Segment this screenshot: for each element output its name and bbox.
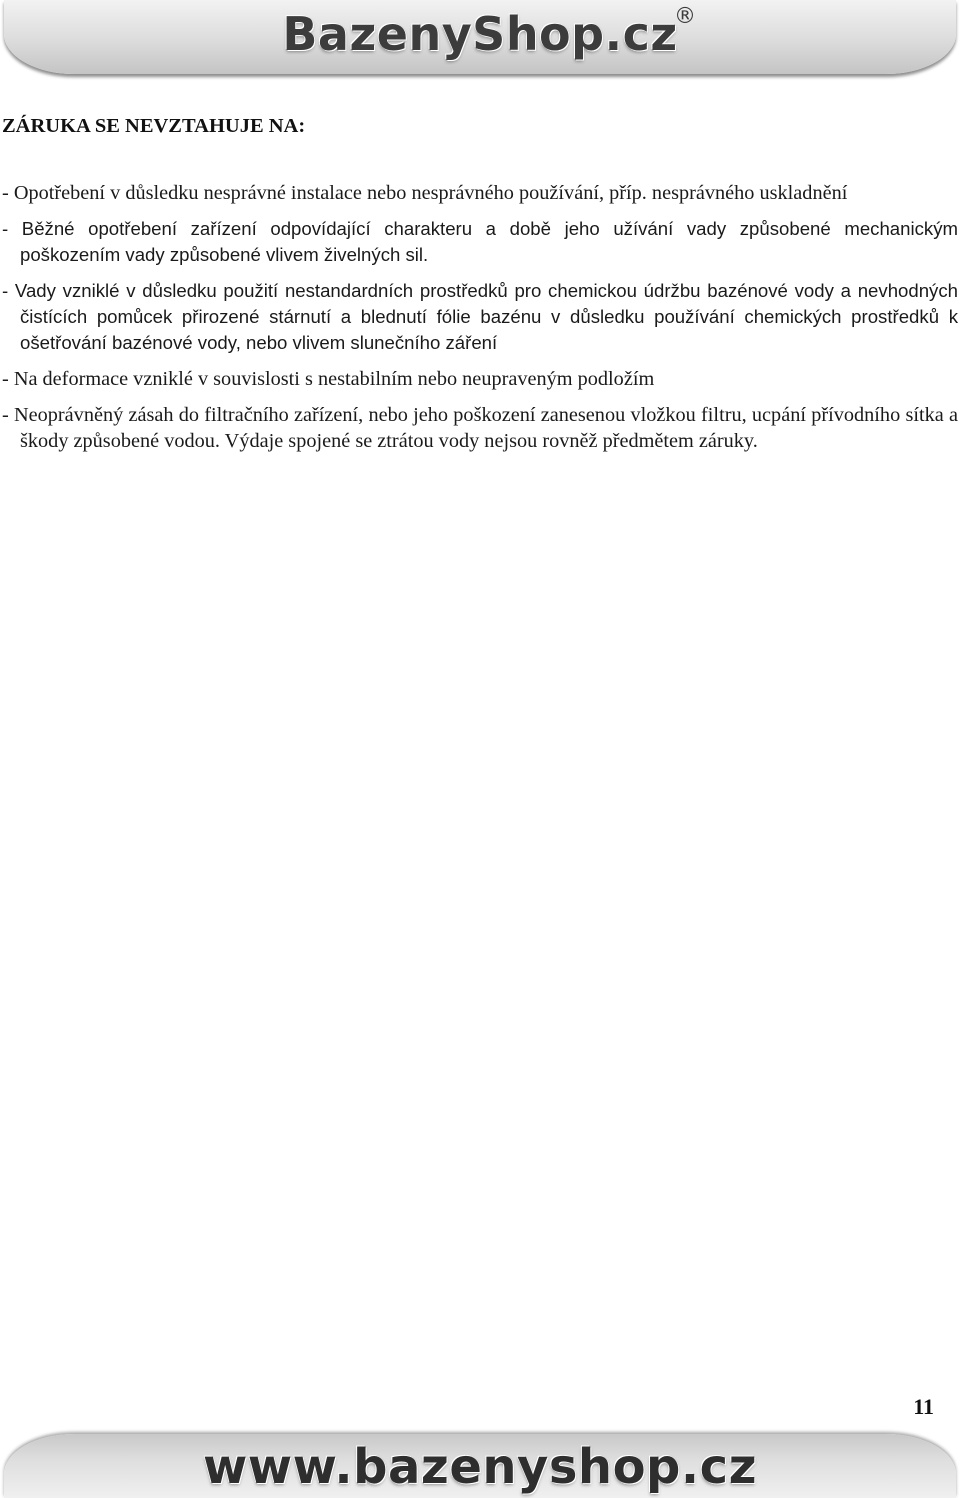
list-item: - Běžné opotřebení zařízení odpovídající charakteru a době jeho užívání vady způsobené mechanickým poškozením vady způsobené vlivem živelných sil. [2,218,958,265]
list-item: - Vady vzniklé v důsledku použití nestandardních prostředků pro chemickou údržbu bazénové vody a nevhodných čistících pomůcek přirozené stárnutí a blednutí fólie bazénu v důsledku používání chemických prostředků k ošetřování bazénové vody, nebo vlivem slunečního záření [2,280,958,353]
section-title: ZÁRUKA SE NEVZTAHUJE NA: [2,115,306,137]
list-item: - Neoprávněný zásah do filtračního zařízení, nebo jeho poškození zanesenou vložkou filtru, ucpání přívodního sítka a škody způsobené vodou. Výdaje spojené se ztrátou vody nejsou rovněž předmětem záruky. [2,404,958,452]
registered-trademark-icon: ® [674,4,696,29]
exclusions-list [0,180,958,462]
list-item: - Na deformace vzniklé v souvislosti s nestabilním nebo neupraveným podložím [2,368,655,390]
brand-logo-text: BazenyShop.cz [282,7,678,61]
page-number: 11 [913,1394,934,1419]
footer-website-url: www.bazenyshop.cz [202,1439,758,1495]
list-item: - Opotřebení v důsledku nesprávné instalace nebo nesprávného používání, příp. nesprávného uskladnění [2,182,848,204]
